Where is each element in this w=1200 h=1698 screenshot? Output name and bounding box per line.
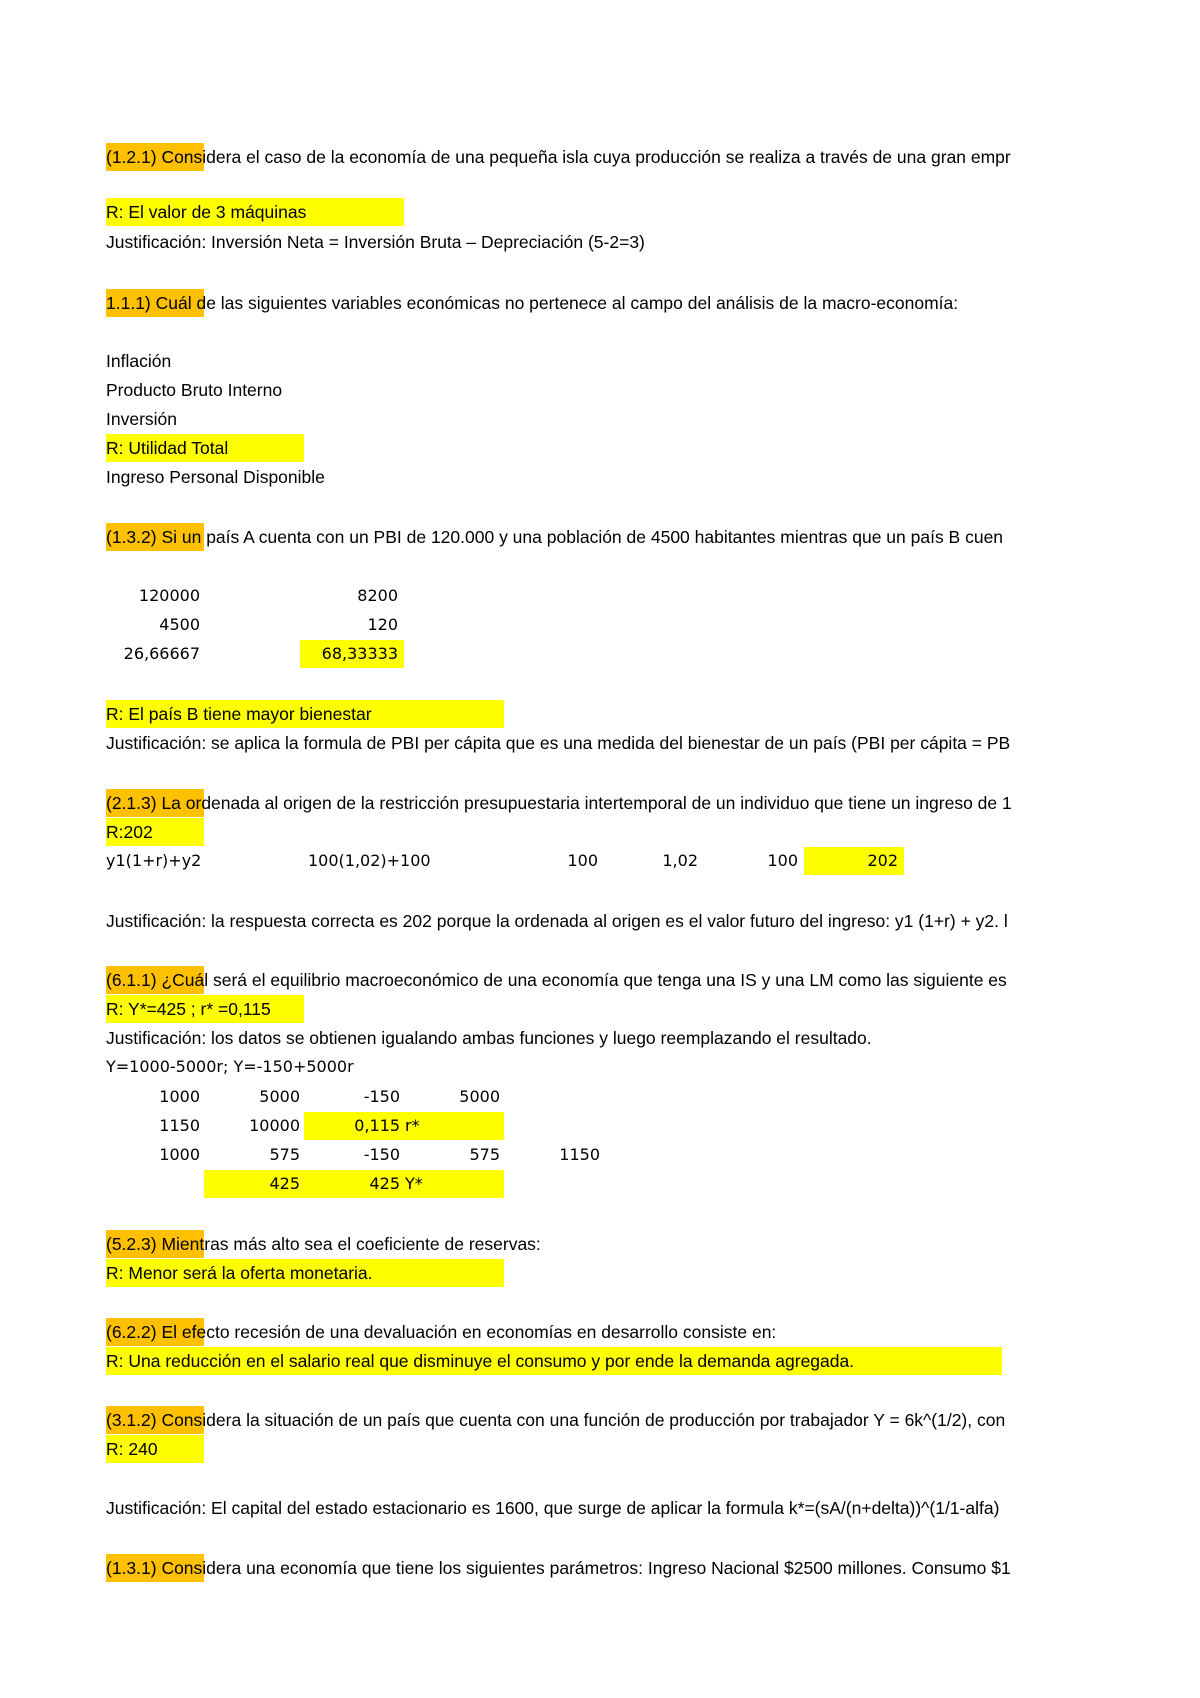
question-text: n país A cuenta con un PBI de 120.000 y una población de 4500 habitantes mientras que un país B cuen	[191, 527, 1004, 547]
question-code: 1.1.1) Cuál	[106, 293, 192, 313]
question-text: fecto recesión de una devaluación en economías en desarrollo consiste en:	[191, 1322, 777, 1342]
equation-line: Y=1000-5000r; Y=-150+5000r	[106, 1057, 354, 1076]
question-code: (3.1.2) Cons	[106, 1410, 203, 1430]
table-cell: 5000	[259, 1087, 300, 1106]
question-2-1-3	[106, 789, 1012, 817]
table-cell: 100	[567, 851, 598, 870]
table-cell-label: r*	[405, 1116, 420, 1135]
table-cell-result: 202	[867, 851, 898, 870]
question-text: l será el equilibrio macroeconómico de una economía que tenga una IS y una LM como las siguiente es	[204, 970, 1007, 990]
question-code: (2.1.3) La o	[106, 793, 196, 813]
table-cell: 1000	[159, 1087, 200, 1106]
question-code: (5.2.3) Mien	[106, 1234, 200, 1254]
justification-6-1-1: Justificación: los datos se obtienen igualando ambas funciones y luego reemplazando el resultado.	[106, 1028, 872, 1048]
table-cell-label: Y*	[405, 1174, 423, 1193]
answer-1-2-1: R: El valor de 3 máquinas	[106, 202, 307, 222]
justification-1-2-1: Justificación: Inversión Neta = Inversión Bruta – Depreciación (5-2=3)	[106, 232, 645, 252]
question-text: rdenada al origen de la restricción presupuestaria intertemporal de un individuo que tiene un ingreso de 1	[195, 793, 1012, 813]
table-cell: y1(1+r)+y2	[106, 851, 202, 870]
table-cell-result: 68,33333	[321, 644, 398, 663]
answer-2-1-3: R:202	[106, 822, 153, 842]
justification-1-3-2: Justificación: se aplica la formula de PBI per cápita que es una medida del bienestar de un país (PBI per cápita = PB	[106, 733, 1011, 753]
question-5-2-3	[106, 1230, 541, 1258]
question-code: (6.2.2) El e	[106, 1322, 192, 1342]
table-cell: 1,02	[662, 851, 698, 870]
table-cell: 575	[269, 1145, 300, 1164]
justification-2-1-3: Justificación: la respuesta correcta es 202 porque la ordenada al origen es el valor futuro del ingreso: y1 (1+r) + y2. l	[106, 911, 1008, 931]
table-cell-result: 425	[269, 1174, 300, 1193]
table-cell: 26,66667	[123, 644, 200, 663]
table-cell: 120	[367, 615, 398, 634]
option-pbi: Producto Bruto Interno	[106, 380, 283, 400]
question-1-1-1	[106, 289, 958, 317]
table-cell: 120000	[138, 586, 200, 605]
answer-3-1-2: R: 240	[106, 1439, 158, 1459]
option-ingreso-personal: Ingreso Personal Disponible	[106, 467, 325, 487]
table-cell: 4500	[159, 615, 200, 634]
table-cell: 1000	[159, 1145, 200, 1164]
question-code: (1.3.2) Si u	[106, 527, 192, 547]
question-code: (1.2.1) Cons	[106, 147, 203, 167]
table-cell: -150	[363, 1087, 400, 1106]
answer-1-3-2: R: El país B tiene mayor bienestar	[106, 704, 372, 724]
table-cell: 100	[767, 851, 798, 870]
table-cell: 8200	[357, 586, 398, 605]
justification-3-1-2: Justificación: El capital del estado estacionario es 1600, que surge de aplicar la formula k*=(sA/(n+delta))^(1/1-alfa)	[106, 1498, 1000, 1518]
table-cell: 1150	[159, 1116, 200, 1135]
option-inflacion: Inflación	[106, 351, 172, 371]
question-6-1-1	[106, 966, 1007, 994]
question-1-3-1	[106, 1554, 1011, 1582]
table-cell: 1150	[559, 1145, 600, 1164]
table-cell: 5000	[459, 1087, 500, 1106]
option-inversion: Inversión	[106, 409, 178, 429]
answer-6-1-1: R: Y*=425 ; r* =0,115	[106, 999, 271, 1019]
table-cell: 575	[469, 1145, 500, 1164]
answer-1-1-1: R: Utilidad Total	[106, 438, 229, 458]
question-code: (1.3.1) Cons	[106, 1558, 203, 1578]
table-cell: 10000	[249, 1116, 300, 1135]
question-6-2-2	[106, 1318, 776, 1346]
question-text: tras más alto sea el coeficiente de reservas:	[199, 1234, 541, 1254]
table-cell: -150	[363, 1145, 400, 1164]
answer-6-2-2: R: Una reducción en el salario real que disminuye el consumo y por ende la demanda agregada.	[106, 1351, 855, 1371]
question-code: (6.1.1) ¿Cuá	[106, 970, 205, 990]
table-cell: 100(1,02)+100	[308, 851, 431, 870]
question-text: idera la situación de un país que cuenta con una función de producción por trabajador Y = 6k^(1/2), con	[202, 1410, 1006, 1430]
table-cell-result: 0,115	[354, 1116, 400, 1135]
question-text: de las siguientes variables económicas no pertenece al campo del análisis de la macro-economía:	[191, 293, 959, 313]
question-text: idera una economía que tiene los siguientes parámetros: Ingreso Nacional $2500 millones. Consumo $1	[202, 1558, 1011, 1578]
answer-5-2-3: R: Menor será la oferta monetaria.	[106, 1263, 373, 1283]
question-1-3-2	[106, 523, 1003, 551]
question-1-2-1	[106, 143, 1011, 171]
question-3-1-2	[106, 1406, 1005, 1434]
question-text: idera el caso de la economía de una pequeña isla cuya producción se realiza a través de una gran empr	[202, 147, 1011, 167]
table-cell-result: 425	[369, 1174, 400, 1193]
